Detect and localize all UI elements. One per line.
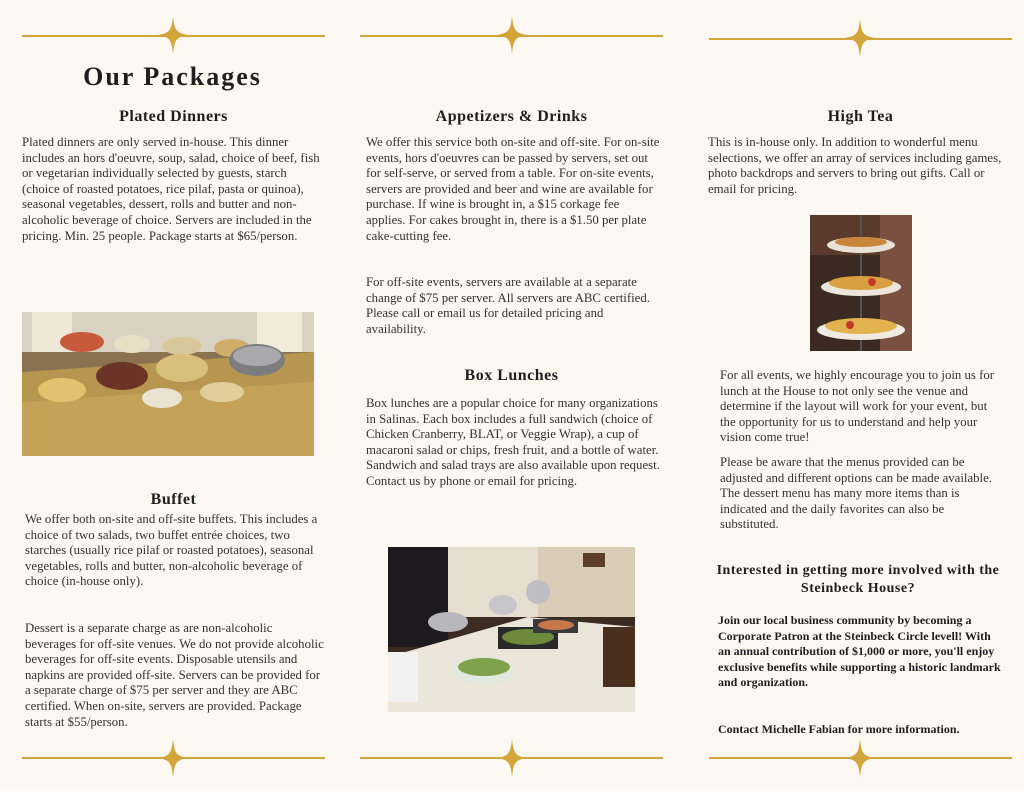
plated-dinners-photo [22, 312, 314, 456]
sparkle-star-icon [497, 739, 527, 777]
sparkle-star-icon [158, 739, 188, 777]
sparkle-star-icon [845, 739, 875, 777]
box-lunches-text: Box lunches are a popular choice for many organizations in Salinas. Each box includes a full sandwich (choice of Chicken Cranberry, BLAT, or Veggie Wrap), a cup of macaroni salad or chips, fresh fruit, and a bottle of water. Sandwich and salad trays are also available upon request. Contact us by phone or email for pricing. [366, 396, 660, 488]
high-tea-text: This is in-house only. In addition to wonderful menu selections, we offer an array of services including games, photo backdrops and servers to bring out gifts. Call or email for pricing. [708, 135, 1002, 196]
sparkle-star-icon [497, 16, 527, 54]
buffet-heading: Buffet [150, 491, 197, 508]
buffet-text-2: Dessert is a separate charge as are non-alcoholic beverages for off-site venues. We do not provide alcoholic beverages for off-site events. Disposable utensils and napkins are provided off-site. Servers can be provided for a separate charge of $75 per server and they are ABC certified. When on-site, servers are provided. Package starts at $55/person. [25, 621, 324, 729]
contact-text: Contact Michelle Fabian for more information. [718, 722, 960, 736]
corporate-patron-text: Join our local business community by becoming a Corporate Patron at the Steinbeck Circle levell! With an annual contribution of $1,000 or more, you'll enjoy exclusive benefits while supporting a historic landmark and organization. [718, 613, 1001, 690]
all-events-text-2: Please be aware that the menus provided can be adjusted and different options can be made available. The dessert menu has many more items than is indicated and the daily favorites can also be substituted. [720, 455, 992, 532]
high-tea-photo [810, 215, 912, 351]
get-involved-heading: Interested in getting more involved with the Steinbeck House? [716, 563, 1000, 596]
box-lunches-photo [388, 547, 635, 712]
plated-dinners-text: Plated dinners are only served in-house. This dinner includes an hors d'oeuvre, soup, salad, choice of beef, fish or vegetarian individually selected by guests, starch (choice of roasted potatoes, rice pilaf, pasta or quinoa), seasonal vegetables, dessert, rolls and butter and non-alcoholic beverage of choice. Servers are included in the pricing. Min. 25 people. Package starts at $65/person. [22, 135, 320, 243]
appetizers-drinks-text: We offer this service both on-site and off-site. For on-site events, hors d'oeuvres can be passed by servers, set out for self-serve, or served from a table. For on-site events, servers are provided and beer and wine are available for purchase. If wine is brought in, a $15 corkage fee applies. For cakes brought in, there is a $1.50 per plate cake-cutting fee. [366, 135, 660, 243]
plated-dinners-heading: Plated Dinners [119, 108, 228, 125]
appetizers-drinks-heading: Appetizers & Drinks [435, 108, 588, 125]
box-lunches-heading: Box Lunches [464, 367, 559, 384]
buffet-text: We offer both on-site and off-site buffets. This includes a choice of two salads, two buffet entrée choices, two starches (usually rice pilaf or roasted potatoes), seasonal vegetables, rolls and butter, non-alcoholic beverage of choice (in-house only). [25, 512, 318, 589]
sparkle-star-icon [845, 19, 875, 57]
all-events-text: For all events, we highly encourage you to join us for lunch at the House to not only see the venue and determine if the layout will work for your event, but the opportunity for us to understand and help your vision come true! [720, 368, 995, 445]
appetizers-drinks-text-2: For off-site events, servers are available at a separate change of $75 per server. All servers are ABC certified. Please call or email us for detailed pricing and availability. [366, 275, 650, 336]
sparkle-star-icon [158, 16, 188, 54]
high-tea-heading: High Tea [827, 108, 894, 125]
footer-fine-print [455, 777, 570, 782]
page-title: Our Packages [83, 62, 262, 91]
